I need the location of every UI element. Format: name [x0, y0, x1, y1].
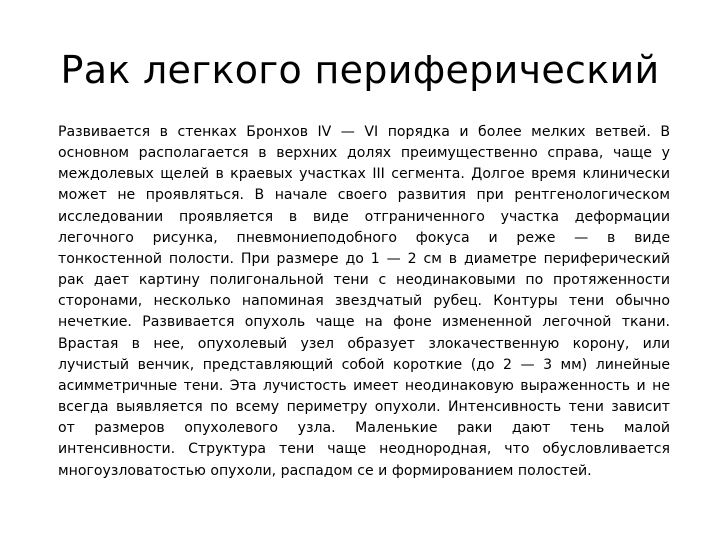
body-line: многоузловатостью опухоли, распадом се и формированием полостей. — [58, 462, 592, 479]
slide-title: Рак легкого периферический — [60, 48, 660, 92]
body-line: тонкостенной полости. При размере до 1 — 2 см в диаметре периферический — [58, 250, 670, 267]
body-line: может не проявляться. В начале своего развития при рентгенологическом — [58, 187, 670, 204]
body-line: асимметричные тени. Эта лучистость имеет неодинаковую выраженность и не — [58, 377, 670, 394]
body-line: рак дает картину полигональной тени с неодинаковыми по протяженности — [58, 272, 670, 289]
body-line: всегда выявляется по всему периметру опухоли. Интенсивность тени зависит — [58, 399, 670, 416]
body-line: сторонами, несколько напоминая звездчатый рубец. Контуры тени обычно — [58, 293, 670, 310]
body-line: Развивается в стенках Бронхов IV — VI порядка и более мелких ветвей. В — [58, 124, 670, 140]
body-line: междолевых щелей в краевых участках III сегмента. Долгое время клинически — [58, 166, 670, 183]
body-line: легочного рисунка, пневмониеподобного фокуса и реже — в виде — [58, 229, 670, 246]
body-line: интенсивности. Структура тени чаще неоднородная, что обусловливается — [58, 441, 670, 458]
slide-body — [58, 122, 670, 482]
body-line: Врастая в нее, опухолевый узел образует злокачественную корону, или — [58, 335, 670, 352]
body-line: основном располагается в верхних долях преимущественно справа, чаще у — [58, 145, 670, 162]
body-line: исследовании проявляется в виде отграниченного участка деформации — [58, 208, 670, 225]
body-line: лучистый венчик, представляющий собой короткие (до 2 — 3 мм) линейные — [58, 356, 670, 373]
body-line: нечеткие. Развивается опухоль чаще на фоне измененной легочной ткани. — [58, 314, 670, 331]
body-line: от размеров опухолевого узла. Маленькие раки дают тень малой — [58, 420, 670, 437]
